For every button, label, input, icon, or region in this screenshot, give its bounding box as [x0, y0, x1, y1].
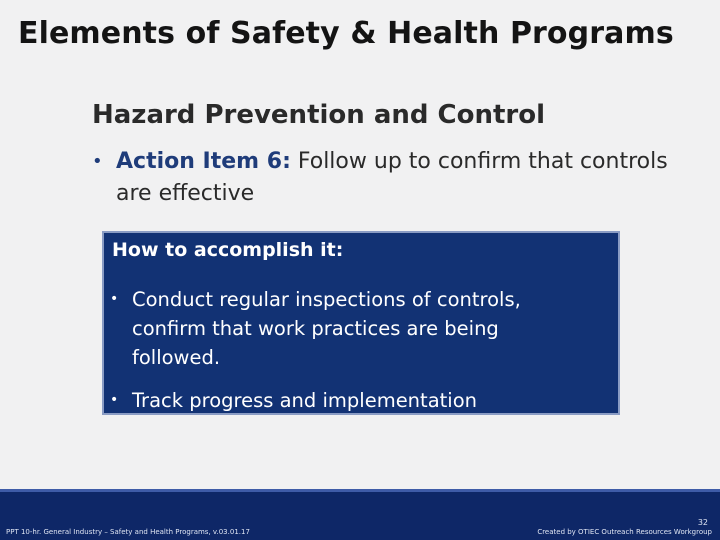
list-item — [110, 285, 590, 372]
list-item — [110, 386, 590, 415]
footer-bar — [0, 489, 720, 540]
footer-credit: Created by OTIEC Outreach Resources Workgroup — [537, 528, 712, 536]
slide-number: 32 — [697, 518, 708, 527]
how-to-list — [110, 285, 590, 429]
how-to-heading: How to accomplish it: — [112, 239, 344, 261]
slide-title: Elements of Safety & Health Programs — [18, 16, 674, 51]
footer-course-info: PPT 10-hr. General Industry – Safety and Health Programs, v.03.01.17 — [6, 528, 250, 536]
action-item-label: Action Item 6: — [116, 149, 291, 174]
how-to-box — [102, 231, 620, 415]
bullet-icon: • — [92, 151, 103, 172]
bullet-icon: • — [110, 291, 119, 307]
list-item-text: Track progress and implementation — [132, 389, 477, 412]
section-title: Hazard Prevention and Control — [92, 100, 546, 130]
bullet-icon: • — [110, 392, 119, 408]
action-item-text: Follow up to confirm that controls are effective — [116, 149, 668, 206]
list-item-text: Conduct regular inspections of controls, confirm that work practices are being followed. — [132, 288, 521, 369]
action-item — [92, 146, 676, 210]
